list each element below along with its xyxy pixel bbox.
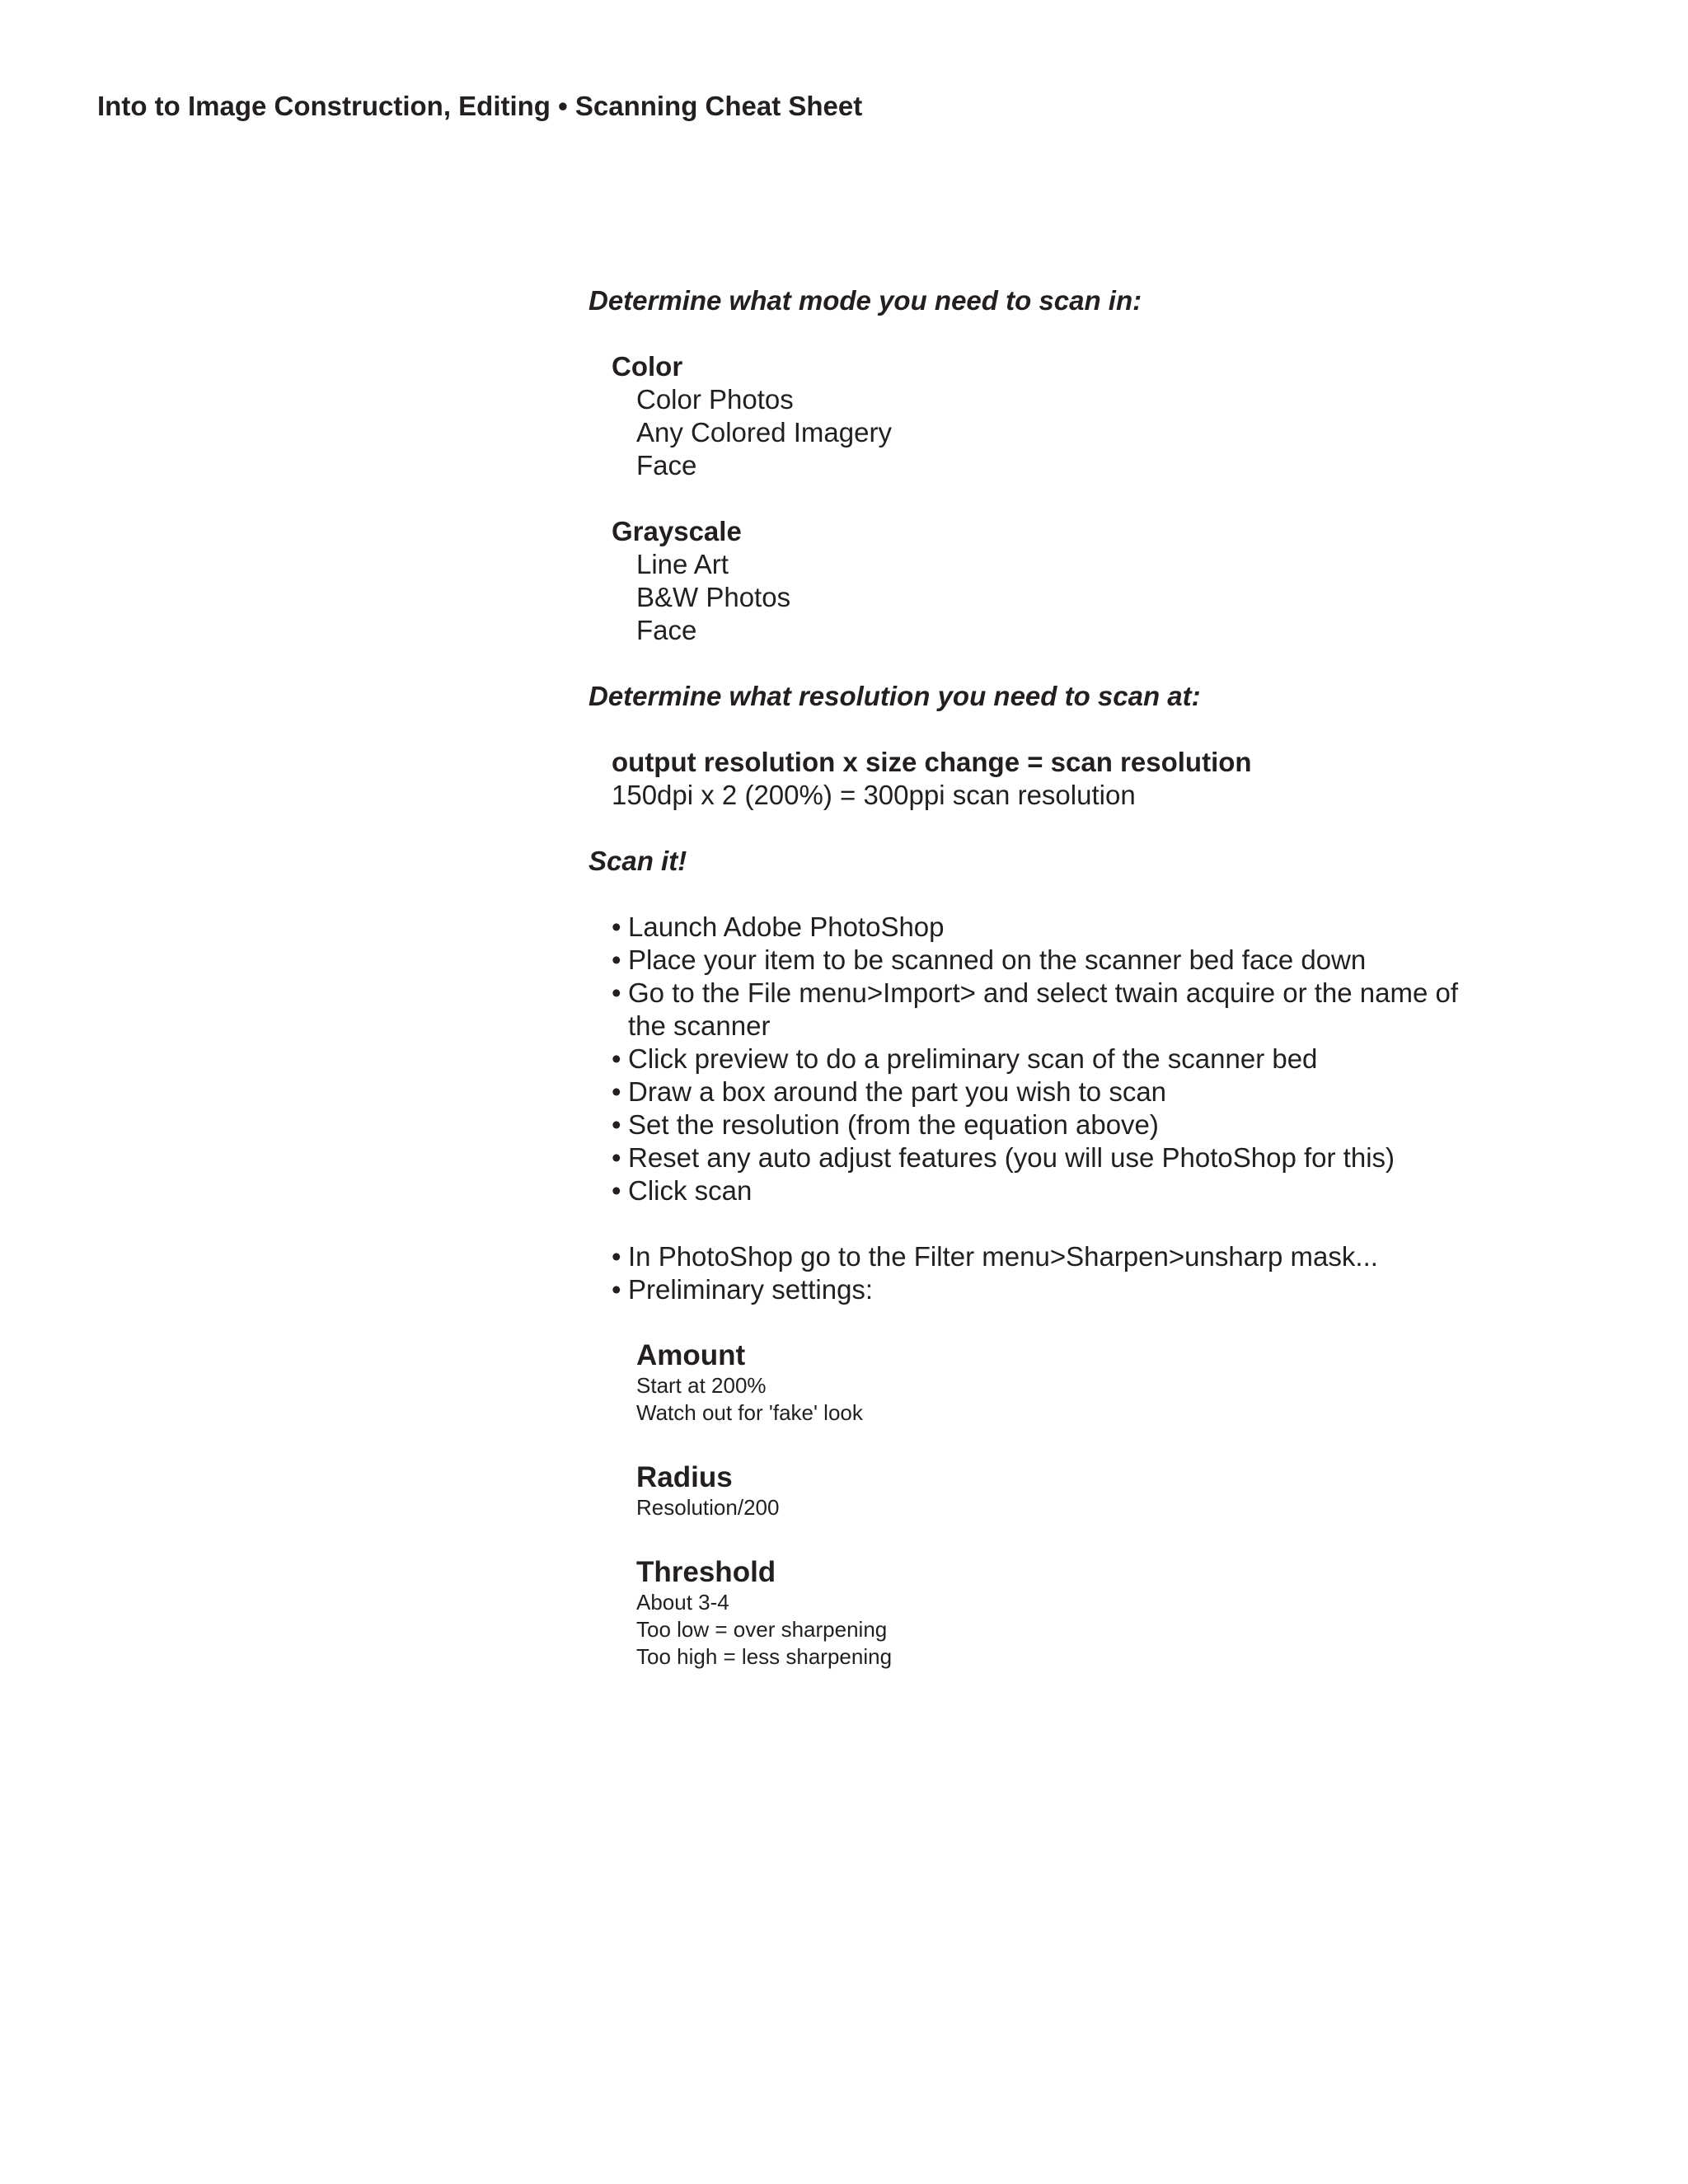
sharpen-step: • In PhotoShop go to the Filter menu>Sharpen>unsharp mask... bbox=[612, 1241, 1378, 1272]
scan-step: • Draw a box around the part you wish to scan bbox=[612, 1076, 1167, 1107]
threshold-note: Too low = over sharpening bbox=[636, 1617, 888, 1642]
bullet-icon: • bbox=[612, 1043, 621, 1074]
amount-note: Watch out for 'fake' look bbox=[636, 1400, 863, 1425]
radius-note: Resolution/200 bbox=[636, 1495, 780, 1520]
amount-note: Start at 200% bbox=[636, 1373, 767, 1398]
resolution-heading: Determine what resolution you need to scan at: bbox=[588, 681, 1201, 711]
bullet-icon: • bbox=[612, 944, 621, 975]
sharpen-step: • Preliminary settings: bbox=[612, 1274, 874, 1305]
scan-step: • Launch Adobe PhotoShop bbox=[612, 912, 945, 942]
threshold-label: Threshold bbox=[636, 1556, 776, 1588]
bullet-icon: • bbox=[612, 1076, 621, 1107]
grayscale-item: Face bbox=[636, 615, 697, 645]
mode-heading: Determine what mode you need to scan in: bbox=[588, 285, 1142, 316]
resolution-example: 150dpi x 2 (200%) = 300ppi scan resolution bbox=[612, 780, 1136, 810]
bullet-icon: • bbox=[612, 1109, 621, 1140]
grayscale-item: B&W Photos bbox=[636, 582, 791, 612]
scan-step: • Place your item to be scanned on the scanner bed face down bbox=[612, 944, 1367, 975]
bullet-icon: • bbox=[612, 1274, 621, 1305]
threshold-note: About 3-4 bbox=[636, 1590, 729, 1615]
scan-step: • Set the resolution (from the equation above) bbox=[612, 1109, 1159, 1140]
bullet-icon: • bbox=[612, 1175, 621, 1206]
bullet-icon: • bbox=[612, 1142, 621, 1173]
radius-label: Radius bbox=[636, 1461, 733, 1493]
scan-step: • Reset any auto adjust features (you will use PhotoShop for this) bbox=[612, 1142, 1395, 1173]
resolution-formula: output resolution x size change = scan resolution bbox=[612, 747, 1252, 777]
threshold-note: Too high = less sharpening bbox=[636, 1644, 893, 1669]
color-item: Color Photos bbox=[636, 384, 794, 415]
cheat-sheet-content bbox=[588, 284, 1619, 1671]
grayscale-item: Line Art bbox=[636, 549, 729, 579]
scan-step: • Click preview to do a preliminary scan of the scanner bed bbox=[612, 1043, 1318, 1074]
scan-heading: Scan it! bbox=[588, 846, 687, 876]
scan-step: • Click scan bbox=[612, 1175, 753, 1206]
grayscale-label: Grayscale bbox=[612, 516, 742, 546]
bullet-icon: • bbox=[612, 912, 621, 942]
page-header: Into to Image Construction, Editing • Scanning Cheat Sheet bbox=[97, 91, 863, 121]
bullet-icon: • bbox=[612, 1241, 621, 1272]
color-item: Any Colored Imagery bbox=[636, 417, 892, 448]
color-item: Face bbox=[636, 450, 697, 480]
bullet-icon: • bbox=[612, 977, 621, 1008]
color-label: Color bbox=[612, 351, 683, 382]
amount-label: Amount bbox=[636, 1339, 746, 1371]
scan-step: • Go to the File menu>Import> and select twain acquire or the name of the scanner bbox=[612, 977, 1459, 1041]
